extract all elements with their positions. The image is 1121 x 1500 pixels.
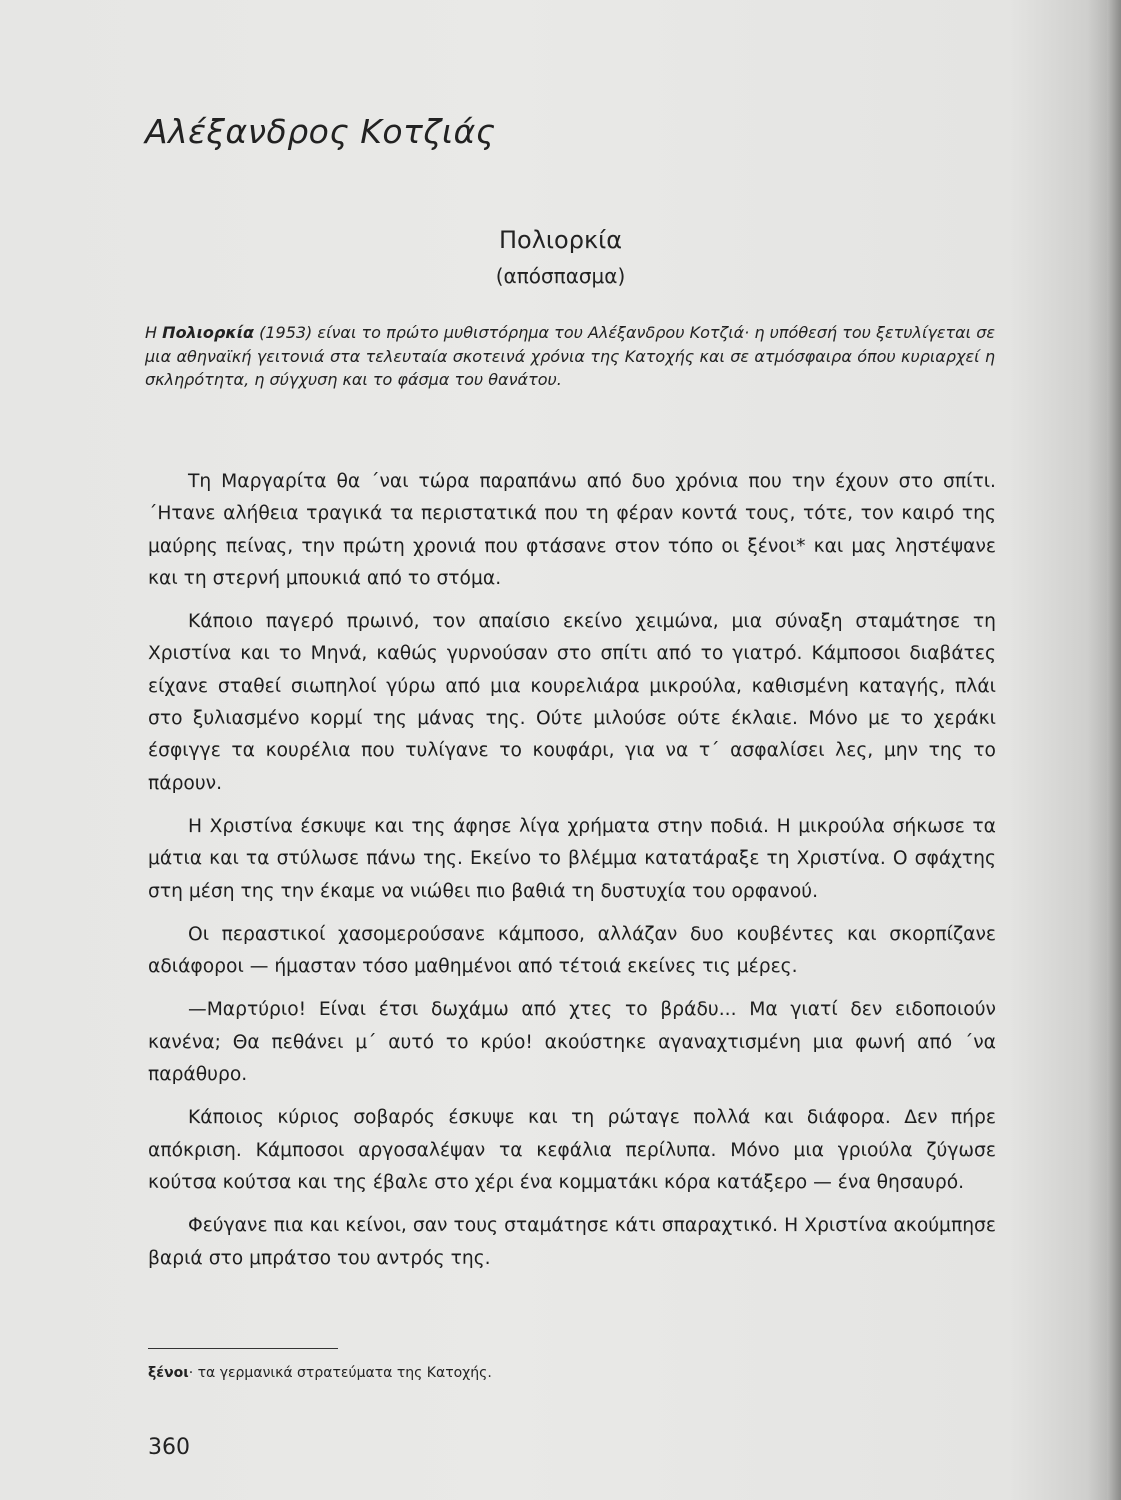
- paragraph: Τη Μαργαρίτα θα ΄ναι τώρα παραπάνω από δυο χρόνια που την έχουν στο σπίτι. ΄Ητανε αλήθεια τραγικά τα περιστατικά που τη φέραν κοντά τους, τότε, τον καιρό της μαύρης πείνας, την πρώτη χρονιά που φτάσανε στον τόπο οι ξένοι* και μας ληστέψανε και τη στερνή μπουκιά από το στόμα.: [148, 471, 996, 589]
- footnote-term: ξένοι: [148, 1365, 189, 1381]
- paragraph: Κάποιο παγερό πρωινό, τον απαίσιο εκείνο χειμώνα, μια σύναξη σταμάτησε τη Χριστίνα και το Μηνά, καθώς γυρνούσαν στο σπίτι από το γιατρό. Κάμποσοι διαβάτες είχανε σταθεί σιωπηλοί γύρω από μια κουρελιάρα μικρούλα, καθισμένη καταγής, πλάι στο ξυλιασμένο κορμί της μάνας της. Ούτε μιλούσε ούτε έκλαιε. Μόνο με το χεράκι έσφιγγε τα κουρέλια που τυλίγανε το κουφάρι, για να τ΄ ασφαλίσει λες, μην της το πάρουν.: [148, 611, 996, 794]
- footnote: [148, 1365, 492, 1381]
- work-subtitle: (απόσπασμα): [495, 264, 626, 288]
- intro-text: (1953) είναι το πρώτο μυθιστόρημα του Αλέξανδρου Κοτζιά· η υπόθεσή του ξετυλίγεται σε μια αθηναϊκή γειτονιά στα τελευταία σκοτεινά χρόνια της Κατοχής και σε ατμόσφαιρα όπου κυριαρχεί η σκληρότητα, η σύγχυση και το φάσμα του θανάτου.: [145, 323, 995, 389]
- paragraph: —Μαρτύριο! Είναι έτσι δωχάμω από χτες το βράδυ... Μα γιατί δεν ειδοποιούν κανένα; Θα πεθάνει μ΄ αυτό το κρύο! ακούστηκε αγαναχτισμένη μια φωνή από ΄να παράθυρο.: [148, 999, 996, 1086]
- footnote-text: · τα γερμανικά στρατεύματα της Κατοχής.: [188, 1365, 492, 1381]
- footnote-divider: [148, 1348, 338, 1349]
- work-title: Πολιορκία: [498, 226, 623, 254]
- author-name: Αλέξανδρος Κοτζιάς: [145, 112, 496, 151]
- intro-paragraph: [145, 321, 995, 392]
- paragraph: Η Χριστίνα έσκυψε και της άφησε λίγα χρήματα στην ποδιά. Η μικρούλα σήκωσε τα μάτια και τα στύλωσε πάνω της. Εκείνο το βλέμμα κατατάραξε τη Χριστίνα. Ο σφάχτης στη μέση της την έκαμε να νιώθει πιο βαθιά τη δυστυχία του ορφανού.: [148, 815, 996, 902]
- paragraph: Κάποιος κύριος σοβαρός έσκυψε και τη ρώταγε πολλά και διάφορα. Δεν πήρε απόκριση. Κάμποσοι αργοσαλέψαν τα κεφάλια περίλυπα. Μόνο μια γριούλα ζύγωσε κούτσα κούτσα και της έβαλε στο χέρι ένα κομματάκι κόρα κατάξερο — ένα θησαυρό.: [148, 1107, 996, 1193]
- paragraph: Φεύγανε πια και κείνοι, σαν τους σταμάτησε κάτι σπαραχτικό. Η Χριστίνα ακούμπησε βαριά στο μπράτσο του αντρός της.: [148, 1215, 996, 1269]
- page-number: 360: [148, 1435, 190, 1460]
- body-text: [148, 466, 996, 1286]
- book-spine-shadow: [1107, 0, 1121, 1500]
- intro-prefix: Η: [145, 323, 163, 342]
- intro-work-title: Πολιορκία: [162, 323, 254, 342]
- paragraph: Οι περαστικοί χασομερούσανε κάμποσο, αλλάζαν δυο κουβέντες και σκορπίζανε αδιάφοροι — ήμασταν τόσο μαθημένοι από τέτοιά εκείνες τις μέρες.: [148, 923, 996, 978]
